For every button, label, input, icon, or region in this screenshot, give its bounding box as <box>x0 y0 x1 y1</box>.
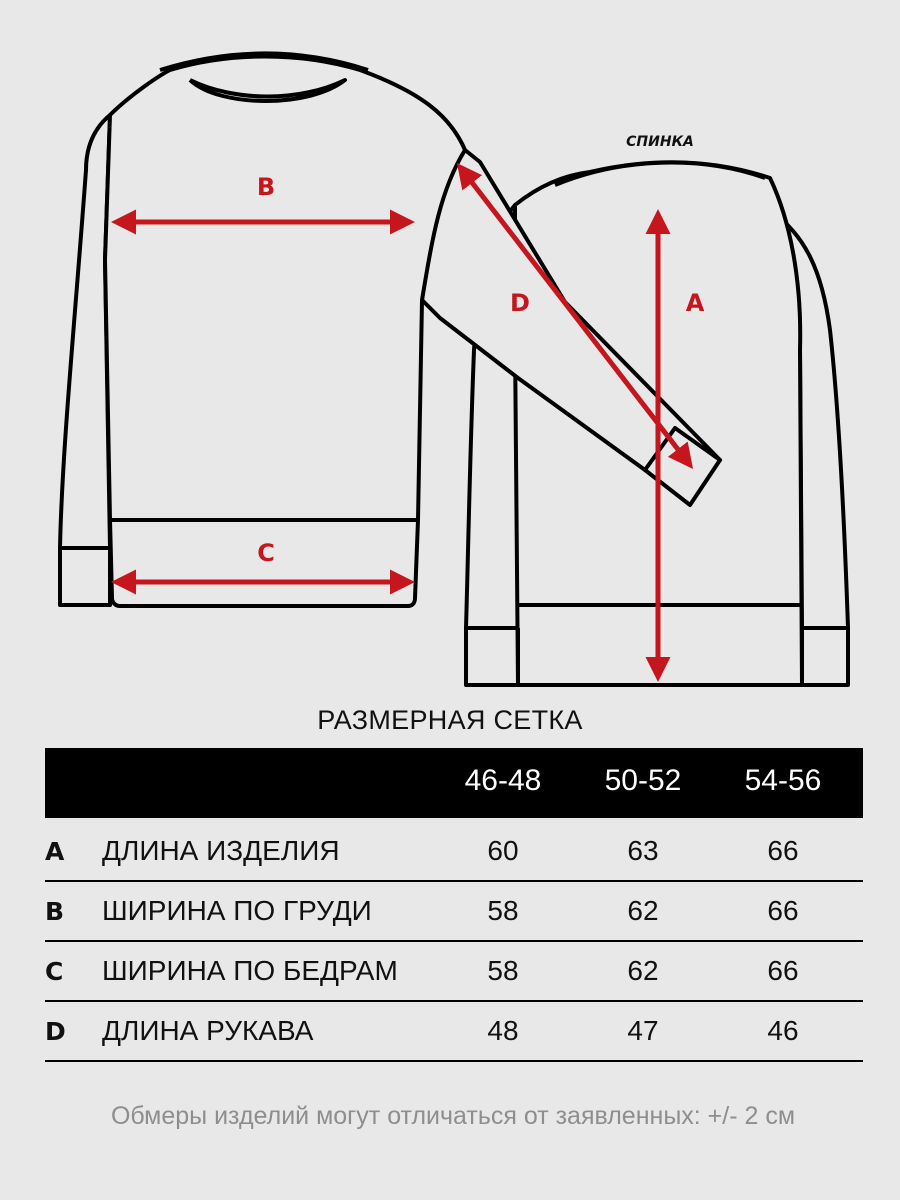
front-left-cuff <box>60 548 110 605</box>
table-row-a <box>45 820 863 882</box>
table-row-c <box>45 940 863 1002</box>
tolerance-note: Обмеры изделий могут отличаться от заявленных: +/- 2 см <box>110 1102 796 1130</box>
front-left-sleeve <box>60 115 110 548</box>
row-value: 47 <box>627 1015 659 1046</box>
row-value: 63 <box>627 835 659 866</box>
back-left-cuff <box>466 628 518 685</box>
label-a: A <box>685 289 705 317</box>
row-name: ДЛИНА ИЗДЕЛИЯ <box>102 835 340 866</box>
back-view-label: СПИНКА <box>626 134 694 150</box>
size-header-2: 50-52 <box>604 764 682 797</box>
row-value: 46 <box>767 1015 799 1046</box>
label-d: D <box>510 289 530 317</box>
row-value: 66 <box>767 955 799 986</box>
size-header-3: 54-56 <box>744 764 822 797</box>
size-chart-title: РАЗМЕРНАЯ СЕТКА <box>317 705 583 735</box>
row-code: B <box>45 897 65 926</box>
row-value: 60 <box>487 835 519 866</box>
table-row-d <box>45 1000 863 1062</box>
front-body <box>105 57 465 607</box>
row-value: 62 <box>627 955 659 986</box>
table-row-b <box>45 880 863 942</box>
row-code: A <box>45 837 65 866</box>
label-b: B <box>256 173 276 201</box>
row-value: 62 <box>627 895 659 926</box>
row-value: 48 <box>487 1015 519 1046</box>
row-code: C <box>45 957 64 986</box>
row-value: 58 <box>487 955 519 986</box>
row-value: 66 <box>767 895 799 926</box>
back-right-cuff <box>802 628 848 685</box>
row-value: 58 <box>487 895 519 926</box>
label-c: C <box>257 539 275 567</box>
row-code: D <box>45 1017 66 1046</box>
row-name: ШИРИНА ПО ГРУДИ <box>102 895 372 926</box>
row-name: ШИРИНА ПО БЕДРАМ <box>102 955 398 986</box>
size-header-1: 46-48 <box>464 764 542 797</box>
row-name: ДЛИНА РУКАВА <box>102 1015 314 1046</box>
row-value: 66 <box>767 835 799 866</box>
